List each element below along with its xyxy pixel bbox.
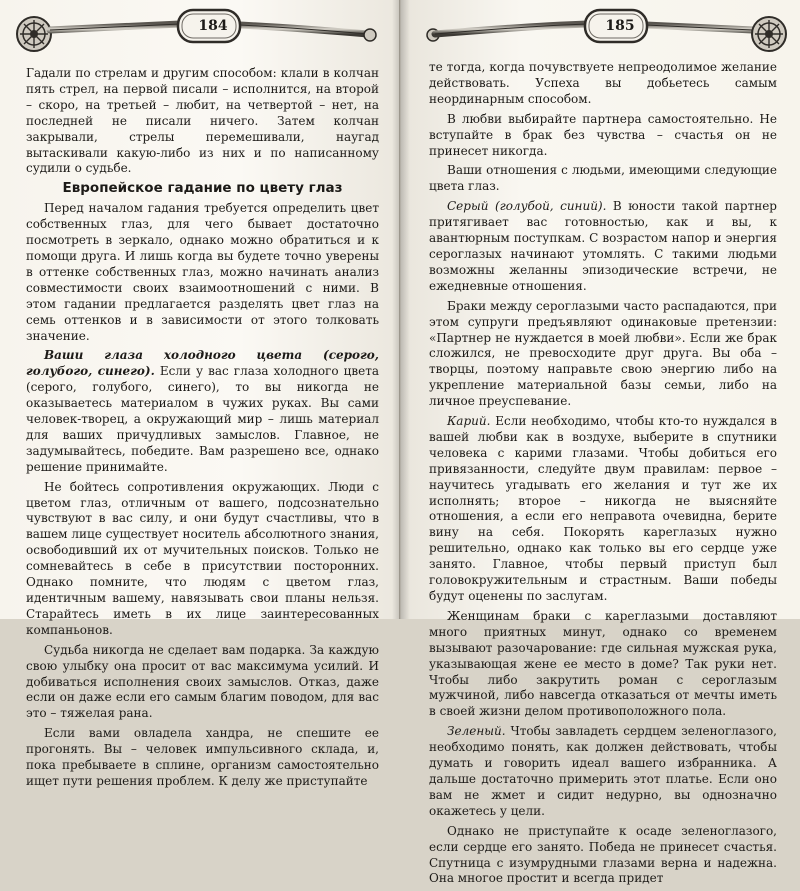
page-number: 185 [605, 18, 635, 34]
section-heading: Европейское гадание по цвету глаз [62, 180, 343, 197]
paragraph [26, 348, 379, 475]
paragraph: Ваши отношения с людьми, имеющими следующие цвета глаз. [429, 163, 777, 194]
paragraph: Женщинам браки с кареглазыми доставляют много приятных минут, однако со временем вызывают разочарование: где сильная мужская рука, указывающая жене ее место в доме? Так руки нет. Чтобы либо закрутить роман с сероглазым мужчиной, либо навсегда отказаться от мечты иметь в своей жизни делом противоположного пола. [429, 608, 777, 719]
paragraph-lead: Карий. [447, 414, 491, 429]
paragraph: Браки между сероглазыми часто распадаются, при этом супруги предъявляют одинаковые претензии: «Партнер не нуждается в моей любви». Если же брак сложился, не превосходите друг друга. Вы оба – творцы, поэтому направьте свою энергию либо на укрепление материальной базы семьи, либо на личное преуспевание. [429, 298, 777, 409]
paragraph-body: Если у вас глаза холодного цвета (серого, голубого, синего), то вы никогда не оказываетесь материалом в чужих руках. Вы сами человек-творец, а окружающий мир – лишь материал для ваших причудливых замыслов. Главное, не задумывайтесь, победите. Вам разрешено все, однако решение принимайте. [26, 364, 379, 474]
page-number: 184 [198, 18, 228, 34]
paragraph: Перед началом гадания требуется определить цвет собственных глаз, для чего бывает достаточно посмотреть в зеркало, однако можно обратиться и к помощи друга. И лишь когда вы будете точно уверены в оттенке собственных глаз, можно начинать анализ совместимости своих взаимоотношений с ними. В этом гадании предлагается разделять цвет глаз на семь оттенков и в зависимости от этого толковать значение. [26, 201, 379, 343]
paragraph-body: Чтобы завладеть сердцем зеленоглазого, необходимо понять, как должен действовать, чтобы думать и говорить идеал вашего избранника. А дальше достаточно примерить этот платье. Если оно вам не жмет и сидит недурно, вы однозначно окажетесь у цели. [429, 724, 777, 818]
left-page-body [26, 66, 379, 794]
paragraph: те тогда, когда почувствуете непреодолимое желание действовать. Успеха вы добьетесь самым неординарным способом. [429, 60, 777, 106]
right-page-body [429, 60, 777, 891]
left-page-header-ornament [12, 4, 384, 56]
paragraph: Однако не приступайте к осаде зеленоглазого, если сердце его занято. Победа не принесет счастья. Спутница с изумрудными глазами верна и надежна. Она многое простит и всегда придет [429, 823, 777, 886]
right-page-header-ornament [419, 4, 791, 56]
paragraph [429, 414, 777, 605]
paragraph: Гадали по стрелам и другим способом: клали в колчан пять стрел, на первой писали – исполнится, на второй – скоро, на третьей – любит, на четвертой – нет, на последней не писали ничего. Затем колчан закрывали, стрелы перемешивали, наугад вытаскивали какую-либо из них и по написанному судили о судьбе. [26, 66, 379, 176]
paragraph-lead: Серый (голубой, синий). [447, 199, 607, 214]
paragraph: Судьба никогда не сделает вам подарка. За каждую свою улыбку она просит от вас максимума усилий. И добиваться исполнения своих замыслов. Отказ, даже если он даже если его самым благим поводом, для вас это – тяжелая рана. [26, 642, 379, 721]
paragraph: Если вами овладела хандра, не спешите ее прогонять. Вы – человек импульсивного склада, и, пока пребываете в сплине, организм самостоятельно ищет пути решения проблем. К делу же приступайте [26, 726, 379, 788]
paragraph-lead: Ваши глаза холодного цвета (серого, голубого, синего). [26, 348, 379, 379]
left-page [0, 0, 400, 788]
book-gutter-shadow [392, 0, 410, 619]
paragraph-lead: Зеленый. [447, 724, 506, 739]
paragraph: Не бойтесь сопротивления окружающих. Люди с цветом глаз, отличным от вашего, подсознательно чувствуют в вас силу, и они будут счастливы, что в вашем лице существует носитель абсолютного знания, освободивший их от мучительных поисков. Только не сомневайтесь в себе в присутствии посторонних. Однако помните, что людям с цветом глаз, идентичным вашему, навязывать свои планы нельзя. Старайтесь иметь в их лице заинтересованных компаньонов. [26, 479, 379, 637]
right-page [401, 0, 800, 886]
paragraph [429, 724, 777, 819]
paragraph [429, 199, 777, 294]
paragraph-body: В юности такой партнер притягивает вас готовностью, как и вы, к авантюрным поступкам. С возрастом напор и энергия сероглазых начинают утомлять. С такими людьми возможны желанны эпизодические встречи, не ежедневные отношения. [429, 199, 777, 293]
paragraph-body: Если необходимо, чтобы кто-то нуждался в вашей любви как в воздухе, выберите в спутники человека с карими глазами. Чтобы добиться его привязанности, следуйте двум правилам: первое – научитесь угадывать его желания и тут же их исполнять; второе – никогда не выясняйте отношения, а если его неправота очевидна, берите вину на себя. Покорять кареглазых нужно решительно, однако как только вы его сердце уже занято. Главное, чтобы первый приступ был головокружительным и страстным. Ваши победы будут оценены по заслугам. [429, 414, 777, 603]
paragraph: В любви выбирайте партнера самостоятельно. Не вступайте в брак без чувства – счастья он не принесет никогда. [429, 111, 777, 158]
